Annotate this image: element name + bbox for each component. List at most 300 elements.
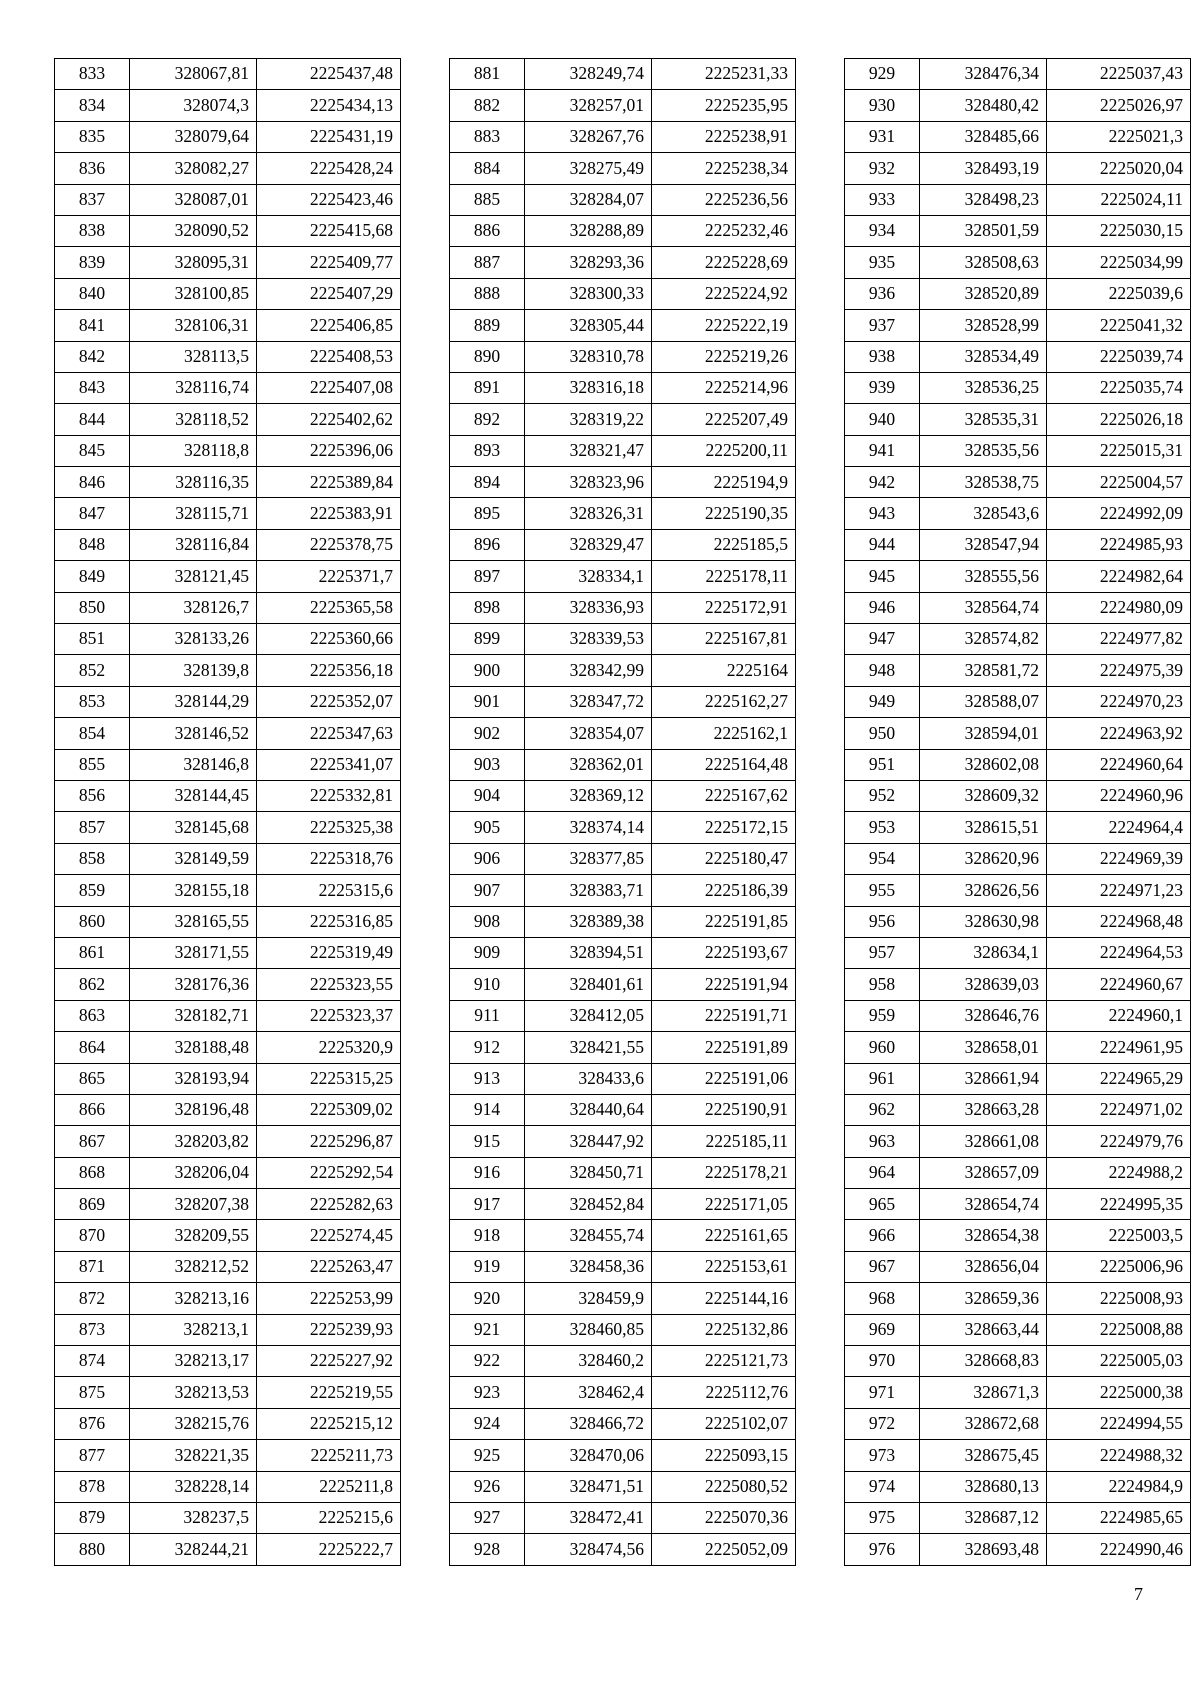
point-number-cell: 953: [845, 812, 920, 843]
table-row: [450, 1283, 796, 1314]
y-coordinate-cell: 2225236,56: [652, 184, 796, 215]
y-coordinate-cell: 2225191,71: [652, 1000, 796, 1031]
x-coordinate-cell: 328300,33: [525, 278, 652, 309]
table-row: [450, 153, 796, 184]
point-number-cell: 933: [845, 184, 920, 215]
point-number-cell: 961: [845, 1063, 920, 1094]
y-coordinate-cell: 2225232,46: [652, 215, 796, 246]
point-number-cell: 852: [55, 655, 130, 686]
point-number-cell: 857: [55, 812, 130, 843]
y-coordinate-cell: 2225319,49: [257, 937, 401, 968]
table-row: [450, 875, 796, 906]
table-row: [55, 812, 401, 843]
x-coordinate-cell: 328146,8: [130, 749, 257, 780]
table-row: [55, 372, 401, 403]
table-row: [845, 184, 1191, 215]
y-coordinate-cell: 2225219,26: [652, 341, 796, 372]
point-number-cell: 970: [845, 1346, 920, 1377]
x-coordinate-cell: 328543,6: [920, 498, 1047, 529]
y-coordinate-cell: 2225389,84: [257, 467, 401, 498]
point-number-cell: 926: [450, 1471, 525, 1502]
y-coordinate-cell: 2225408,53: [257, 341, 401, 372]
x-coordinate-cell: 328383,71: [525, 875, 652, 906]
y-coordinate-cell: 2225323,55: [257, 969, 401, 1000]
point-number-cell: 844: [55, 404, 130, 435]
x-coordinate-cell: 328118,8: [130, 435, 257, 466]
table-row: [55, 467, 401, 498]
y-coordinate-cell: 2225315,25: [257, 1063, 401, 1094]
point-number-cell: 878: [55, 1471, 130, 1502]
y-coordinate-cell: 2224980,09: [1047, 592, 1191, 623]
point-number-cell: 856: [55, 780, 130, 811]
y-coordinate-cell: 2225039,6: [1047, 278, 1191, 309]
table-row: [845, 498, 1191, 529]
y-coordinate-cell: 2225347,63: [257, 718, 401, 749]
y-coordinate-cell: 2224979,76: [1047, 1126, 1191, 1157]
y-coordinate-cell: 2224971,23: [1047, 875, 1191, 906]
x-coordinate-cell: 328100,85: [130, 278, 257, 309]
x-coordinate-cell: 328374,14: [525, 812, 652, 843]
table-row: [450, 1471, 796, 1502]
table-row: [845, 215, 1191, 246]
y-coordinate-cell: 2225224,92: [652, 278, 796, 309]
table-row: [845, 1471, 1191, 1502]
table-row: [450, 1032, 796, 1063]
y-coordinate-cell: 2224960,1: [1047, 1000, 1191, 1031]
table-row: [845, 1157, 1191, 1188]
table-row: [845, 404, 1191, 435]
x-coordinate-cell: 328389,38: [525, 906, 652, 937]
x-coordinate-cell: 328118,52: [130, 404, 257, 435]
y-coordinate-cell: 2224961,95: [1047, 1032, 1191, 1063]
point-number-cell: 931: [845, 121, 920, 152]
coordinates-table-3: [844, 58, 1191, 1566]
point-number-cell: 966: [845, 1220, 920, 1251]
y-coordinate-cell: 2225052,09: [652, 1534, 796, 1565]
point-number-cell: 891: [450, 372, 525, 403]
x-coordinate-cell: 328377,85: [525, 843, 652, 874]
y-coordinate-cell: 2225164,48: [652, 749, 796, 780]
y-coordinate-cell: 2224971,02: [1047, 1094, 1191, 1125]
point-number-cell: 960: [845, 1032, 920, 1063]
y-coordinate-cell: 2224992,09: [1047, 498, 1191, 529]
table-row: [845, 655, 1191, 686]
table-row: [55, 937, 401, 968]
point-number-cell: 837: [55, 184, 130, 215]
y-coordinate-cell: 2224960,64: [1047, 749, 1191, 780]
x-coordinate-cell: 328687,12: [920, 1502, 1047, 1533]
x-coordinate-cell: 328149,59: [130, 843, 257, 874]
y-coordinate-cell: 2225102,07: [652, 1408, 796, 1439]
point-number-cell: 925: [450, 1440, 525, 1471]
x-coordinate-cell: 328339,53: [525, 624, 652, 655]
point-number-cell: 847: [55, 498, 130, 529]
x-coordinate-cell: 328440,64: [525, 1094, 652, 1125]
y-coordinate-cell: 2225371,7: [257, 561, 401, 592]
y-coordinate-cell: 2225296,87: [257, 1126, 401, 1157]
y-coordinate-cell: 2225185,11: [652, 1126, 796, 1157]
y-coordinate-cell: 2225191,94: [652, 969, 796, 1000]
point-number-cell: 897: [450, 561, 525, 592]
x-coordinate-cell: 328675,45: [920, 1440, 1047, 1471]
table-row: [450, 310, 796, 341]
y-coordinate-cell: 2225211,73: [257, 1440, 401, 1471]
point-number-cell: 833: [55, 59, 130, 90]
table-row: [55, 310, 401, 341]
table-row: [55, 1408, 401, 1439]
point-number-cell: 904: [450, 780, 525, 811]
table-row: [450, 184, 796, 215]
point-number-cell: 964: [845, 1157, 920, 1188]
point-number-cell: 898: [450, 592, 525, 623]
table-row: [55, 686, 401, 717]
x-coordinate-cell: 328508,63: [920, 247, 1047, 278]
x-coordinate-cell: 328249,74: [525, 59, 652, 90]
table-row: [845, 1534, 1191, 1565]
y-coordinate-cell: 2225026,97: [1047, 90, 1191, 121]
point-number-cell: 846: [55, 467, 130, 498]
x-coordinate-cell: 328121,45: [130, 561, 257, 592]
point-number-cell: 929: [845, 59, 920, 90]
x-coordinate-cell: 328394,51: [525, 937, 652, 968]
x-coordinate-cell: 328458,36: [525, 1251, 652, 1282]
point-number-cell: 848: [55, 529, 130, 560]
table-row: [845, 624, 1191, 655]
point-number-cell: 859: [55, 875, 130, 906]
table-row: [845, 372, 1191, 403]
y-coordinate-cell: 2225006,96: [1047, 1251, 1191, 1282]
point-number-cell: 845: [55, 435, 130, 466]
point-number-cell: 864: [55, 1032, 130, 1063]
point-number-cell: 893: [450, 435, 525, 466]
y-coordinate-cell: 2225231,33: [652, 59, 796, 90]
table-row: [845, 310, 1191, 341]
table-row: [450, 1094, 796, 1125]
point-number-cell: 913: [450, 1063, 525, 1094]
y-coordinate-cell: 2225200,11: [652, 435, 796, 466]
table-row: [55, 875, 401, 906]
x-coordinate-cell: 328113,5: [130, 341, 257, 372]
x-coordinate-cell: 328564,74: [920, 592, 1047, 623]
x-coordinate-cell: 328594,01: [920, 718, 1047, 749]
x-coordinate-cell: 328555,56: [920, 561, 1047, 592]
point-number-cell: 930: [845, 90, 920, 121]
y-coordinate-cell: 2224965,29: [1047, 1063, 1191, 1094]
y-coordinate-cell: 2225015,31: [1047, 435, 1191, 466]
x-coordinate-cell: 328472,41: [525, 1502, 652, 1533]
table-row: [55, 969, 401, 1000]
x-coordinate-cell: 328116,74: [130, 372, 257, 403]
x-coordinate-cell: 328284,07: [525, 184, 652, 215]
x-coordinate-cell: 328188,48: [130, 1032, 257, 1063]
point-number-cell: 866: [55, 1094, 130, 1125]
point-number-cell: 918: [450, 1220, 525, 1251]
table-row: [55, 1126, 401, 1157]
table-row: [55, 1251, 401, 1282]
point-number-cell: 935: [845, 247, 920, 278]
table-row: [55, 1377, 401, 1408]
table-row: [55, 1314, 401, 1345]
point-number-cell: 969: [845, 1314, 920, 1345]
y-coordinate-cell: 2224977,82: [1047, 624, 1191, 655]
point-number-cell: 945: [845, 561, 920, 592]
y-coordinate-cell: 2225021,3: [1047, 121, 1191, 152]
point-number-cell: 973: [845, 1440, 920, 1471]
point-number-cell: 971: [845, 1377, 920, 1408]
x-coordinate-cell: 328459,9: [525, 1283, 652, 1314]
table-row: [55, 780, 401, 811]
x-coordinate-cell: 328520,89: [920, 278, 1047, 309]
y-coordinate-cell: 2225161,65: [652, 1220, 796, 1251]
point-number-cell: 947: [845, 624, 920, 655]
x-coordinate-cell: 328116,84: [130, 529, 257, 560]
point-number-cell: 868: [55, 1157, 130, 1188]
point-number-cell: 962: [845, 1094, 920, 1125]
point-number-cell: 881: [450, 59, 525, 90]
x-coordinate-cell: 328133,26: [130, 624, 257, 655]
x-coordinate-cell: 328074,3: [130, 90, 257, 121]
y-coordinate-cell: 2225434,13: [257, 90, 401, 121]
x-coordinate-cell: 328369,12: [525, 780, 652, 811]
point-number-cell: 895: [450, 498, 525, 529]
table-row: [55, 592, 401, 623]
y-coordinate-cell: 2225320,9: [257, 1032, 401, 1063]
point-number-cell: 882: [450, 90, 525, 121]
x-coordinate-cell: 328305,44: [525, 310, 652, 341]
table-row: [450, 1408, 796, 1439]
y-coordinate-cell: 2225238,91: [652, 121, 796, 152]
table-row: [845, 1502, 1191, 1533]
point-number-cell: 940: [845, 404, 920, 435]
x-coordinate-cell: 328630,98: [920, 906, 1047, 937]
y-coordinate-cell: 2225190,35: [652, 498, 796, 529]
table-row: [450, 1314, 796, 1345]
x-coordinate-cell: 328460,85: [525, 1314, 652, 1345]
y-coordinate-cell: 2225214,96: [652, 372, 796, 403]
table-row: [55, 1220, 401, 1251]
point-number-cell: 928: [450, 1534, 525, 1565]
x-coordinate-cell: 328067,81: [130, 59, 257, 90]
point-number-cell: 972: [845, 1408, 920, 1439]
table-row: [845, 1189, 1191, 1220]
y-coordinate-cell: 2225325,38: [257, 812, 401, 843]
x-coordinate-cell: 328196,48: [130, 1094, 257, 1125]
x-coordinate-cell: 328421,55: [525, 1032, 652, 1063]
point-number-cell: 932: [845, 153, 920, 184]
table-row: [55, 906, 401, 937]
x-coordinate-cell: 328498,23: [920, 184, 1047, 215]
y-coordinate-cell: 2225024,11: [1047, 184, 1191, 215]
table-row: [450, 812, 796, 843]
point-number-cell: 886: [450, 215, 525, 246]
y-coordinate-cell: 2225112,76: [652, 1377, 796, 1408]
x-coordinate-cell: 328535,31: [920, 404, 1047, 435]
point-number-cell: 965: [845, 1189, 920, 1220]
point-number-cell: 936: [845, 278, 920, 309]
point-number-cell: 919: [450, 1251, 525, 1282]
point-number-cell: 968: [845, 1283, 920, 1314]
point-number-cell: 851: [55, 624, 130, 655]
x-coordinate-cell: 328661,94: [920, 1063, 1047, 1094]
table-row: [450, 59, 796, 90]
y-coordinate-cell: 2225191,06: [652, 1063, 796, 1094]
x-coordinate-cell: 328165,55: [130, 906, 257, 937]
table-row: [450, 1502, 796, 1533]
x-coordinate-cell: 328639,03: [920, 969, 1047, 1000]
y-coordinate-cell: 2225185,5: [652, 529, 796, 560]
x-coordinate-cell: 328267,76: [525, 121, 652, 152]
y-coordinate-cell: 2225035,74: [1047, 372, 1191, 403]
table-row: [55, 718, 401, 749]
point-number-cell: 901: [450, 686, 525, 717]
x-coordinate-cell: 328470,06: [525, 1440, 652, 1471]
point-number-cell: 858: [55, 843, 130, 874]
y-coordinate-cell: 2224963,92: [1047, 718, 1191, 749]
point-number-cell: 836: [55, 153, 130, 184]
y-coordinate-cell: 2225186,39: [652, 875, 796, 906]
table-row: [450, 843, 796, 874]
y-coordinate-cell: 2224960,67: [1047, 969, 1191, 1000]
table-row: [55, 121, 401, 152]
table-row: [450, 749, 796, 780]
x-coordinate-cell: 328659,36: [920, 1283, 1047, 1314]
y-coordinate-cell: 2224995,35: [1047, 1189, 1191, 1220]
x-coordinate-cell: 328244,21: [130, 1534, 257, 1565]
x-coordinate-cell: 328661,08: [920, 1126, 1047, 1157]
table-row: [845, 1346, 1191, 1377]
table-row: [55, 749, 401, 780]
y-coordinate-cell: 2225211,8: [257, 1471, 401, 1502]
x-coordinate-cell: 328095,31: [130, 247, 257, 278]
x-coordinate-cell: 328082,27: [130, 153, 257, 184]
point-number-cell: 927: [450, 1502, 525, 1533]
x-coordinate-cell: 328501,59: [920, 215, 1047, 246]
x-coordinate-cell: 328433,6: [525, 1063, 652, 1094]
point-number-cell: 957: [845, 937, 920, 968]
x-coordinate-cell: 328221,35: [130, 1440, 257, 1471]
y-coordinate-cell: 2225316,85: [257, 906, 401, 937]
x-coordinate-cell: 328471,51: [525, 1471, 652, 1502]
point-number-cell: 892: [450, 404, 525, 435]
point-number-cell: 877: [55, 1440, 130, 1471]
table-row: [55, 1189, 401, 1220]
x-coordinate-cell: 328609,32: [920, 780, 1047, 811]
x-coordinate-cell: 328588,07: [920, 686, 1047, 717]
y-coordinate-cell: 2224985,65: [1047, 1502, 1191, 1533]
y-coordinate-cell: 2225383,91: [257, 498, 401, 529]
table-row: [450, 247, 796, 278]
x-coordinate-cell: 328658,01: [920, 1032, 1047, 1063]
x-coordinate-cell: 328212,52: [130, 1251, 257, 1282]
x-coordinate-cell: 328106,31: [130, 310, 257, 341]
x-coordinate-cell: 328329,47: [525, 529, 652, 560]
point-number-cell: 890: [450, 341, 525, 372]
x-coordinate-cell: 328680,13: [920, 1471, 1047, 1502]
point-number-cell: 910: [450, 969, 525, 1000]
x-coordinate-cell: 328493,19: [920, 153, 1047, 184]
table-row: [450, 435, 796, 466]
point-number-cell: 875: [55, 1377, 130, 1408]
point-number-cell: 963: [845, 1126, 920, 1157]
y-coordinate-cell: 2225365,58: [257, 592, 401, 623]
y-coordinate-cell: 2225423,46: [257, 184, 401, 215]
y-coordinate-cell: 2225003,5: [1047, 1220, 1191, 1251]
y-coordinate-cell: 2225215,12: [257, 1408, 401, 1439]
coordinates-table-2: [449, 58, 796, 1566]
table-row: [55, 1094, 401, 1125]
y-coordinate-cell: 2225008,88: [1047, 1314, 1191, 1345]
y-coordinate-cell: 2225318,76: [257, 843, 401, 874]
point-number-cell: 842: [55, 341, 130, 372]
y-coordinate-cell: 2225415,68: [257, 215, 401, 246]
y-coordinate-cell: 2225144,16: [652, 1283, 796, 1314]
point-number-cell: 951: [845, 749, 920, 780]
y-coordinate-cell: 2225407,29: [257, 278, 401, 309]
table-row: [845, 121, 1191, 152]
table-row: [450, 121, 796, 152]
y-coordinate-cell: 2225222,7: [257, 1534, 401, 1565]
x-coordinate-cell: 328087,01: [130, 184, 257, 215]
point-number-cell: 870: [55, 1220, 130, 1251]
y-coordinate-cell: 2225070,36: [652, 1502, 796, 1533]
y-coordinate-cell: 2225431,19: [257, 121, 401, 152]
x-coordinate-cell: 328171,55: [130, 937, 257, 968]
table-row: [450, 1063, 796, 1094]
y-coordinate-cell: 2224964,53: [1047, 937, 1191, 968]
table-row: [450, 90, 796, 121]
point-number-cell: 838: [55, 215, 130, 246]
x-coordinate-cell: 328342,99: [525, 655, 652, 686]
table-row: [55, 1032, 401, 1063]
table-row: [55, 404, 401, 435]
point-number-cell: 850: [55, 592, 130, 623]
table-row: [845, 59, 1191, 90]
point-number-cell: 955: [845, 875, 920, 906]
x-coordinate-cell: 328626,56: [920, 875, 1047, 906]
y-coordinate-cell: 2225402,62: [257, 404, 401, 435]
x-coordinate-cell: 328462,4: [525, 1377, 652, 1408]
x-coordinate-cell: 328663,44: [920, 1314, 1047, 1345]
table-row: [845, 686, 1191, 717]
y-coordinate-cell: 2224968,48: [1047, 906, 1191, 937]
point-number-cell: 920: [450, 1283, 525, 1314]
y-coordinate-cell: 2225172,15: [652, 812, 796, 843]
x-coordinate-cell: 328139,8: [130, 655, 257, 686]
table-row: [845, 435, 1191, 466]
y-coordinate-cell: 2225020,04: [1047, 153, 1191, 184]
y-coordinate-cell: 2225409,77: [257, 247, 401, 278]
point-number-cell: 948: [845, 655, 920, 686]
table-row: [450, 404, 796, 435]
table-row: [845, 247, 1191, 278]
y-coordinate-cell: 2225227,92: [257, 1346, 401, 1377]
table-row: [845, 1251, 1191, 1282]
y-coordinate-cell: 2225315,6: [257, 875, 401, 906]
table-row: [845, 1283, 1191, 1314]
x-coordinate-cell: 328581,72: [920, 655, 1047, 686]
point-number-cell: 938: [845, 341, 920, 372]
table-row: [450, 1189, 796, 1220]
point-number-cell: 853: [55, 686, 130, 717]
point-number-cell: 906: [450, 843, 525, 874]
y-coordinate-cell: 2224985,93: [1047, 529, 1191, 560]
y-coordinate-cell: 2225356,18: [257, 655, 401, 686]
x-coordinate-cell: 328323,96: [525, 467, 652, 498]
point-number-cell: 944: [845, 529, 920, 560]
point-number-cell: 854: [55, 718, 130, 749]
x-coordinate-cell: 328176,36: [130, 969, 257, 1000]
x-coordinate-cell: 328654,38: [920, 1220, 1047, 1251]
